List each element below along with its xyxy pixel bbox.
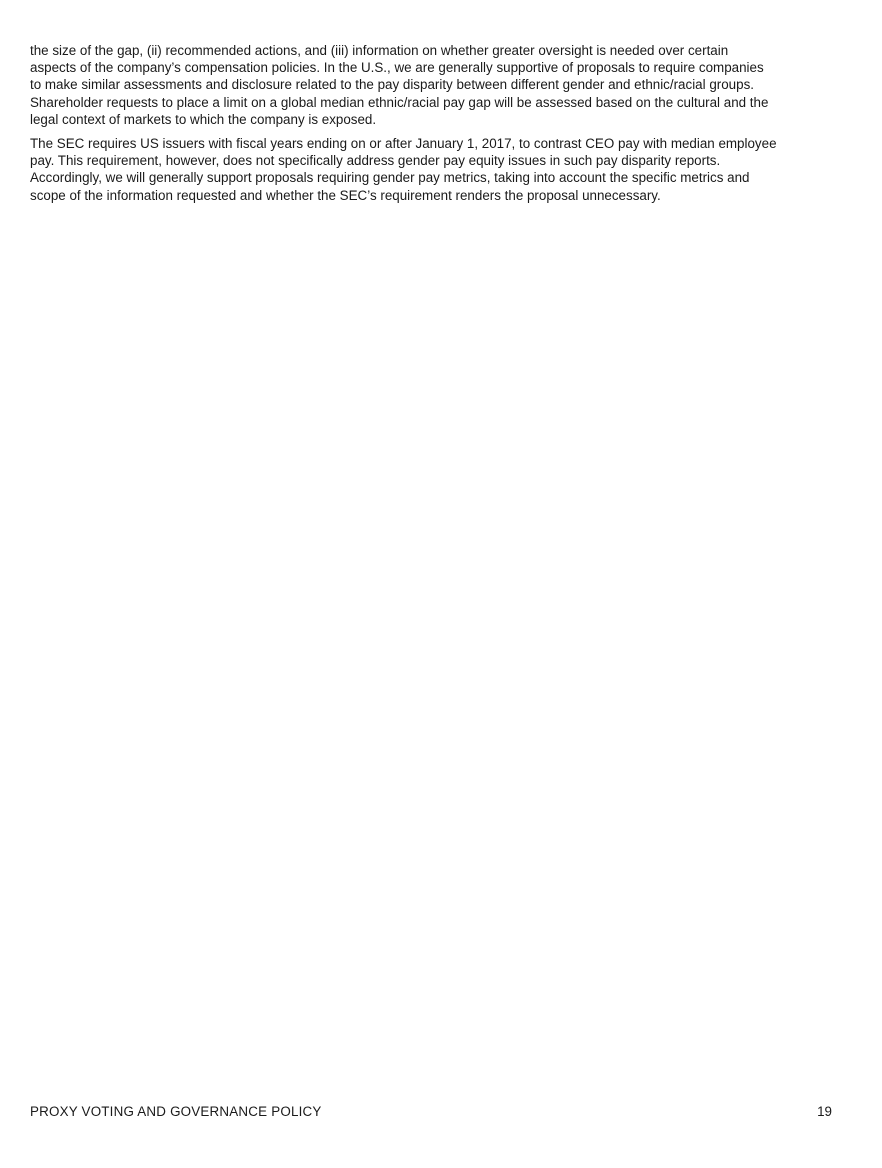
text-line: aspects of the company’s compensation policies. In the U.S., we are generally supportive of proposals to require companies [30, 60, 764, 76]
footer-title: PROXY VOTING AND GOVERNANCE POLICY [30, 1104, 322, 1119]
paragraph-sec-requirement [30, 135, 850, 204]
text-line: The SEC requires US issuers with fiscal years ending on or after January 1, 2017, to contrast CEO pay with median employee [30, 136, 777, 152]
paragraph-pay-gap-reporting [30, 42, 850, 128]
text-line: Shareholder requests to place a limit on a global median ethnic/racial pay gap will be assessed based on the cultural and the [30, 94, 769, 110]
text-line: Accordingly, we will generally support proposals requiring gender pay metrics, taking into account the specific metrics and [30, 170, 750, 186]
page-number: 19 [817, 1104, 832, 1119]
text-line: legal context of markets to which the company is exposed. [30, 111, 377, 127]
text-line: the size of the gap, (ii) recommended actions, and (iii) information on whether greater oversight is needed over certain [30, 43, 729, 58]
text-line: scope of the information requested and whether the SEC’s requirement renders the proposal unnecessary. [30, 187, 661, 203]
body-text [30, 42, 850, 211]
text-line: pay. This requirement, however, does not specifically address gender pay equity issues in such pay disparity reports. [30, 153, 721, 169]
text-line: to make similar assessments and disclosure related to the pay disparity between different gender and ethnic/racial groups. [30, 77, 754, 93]
